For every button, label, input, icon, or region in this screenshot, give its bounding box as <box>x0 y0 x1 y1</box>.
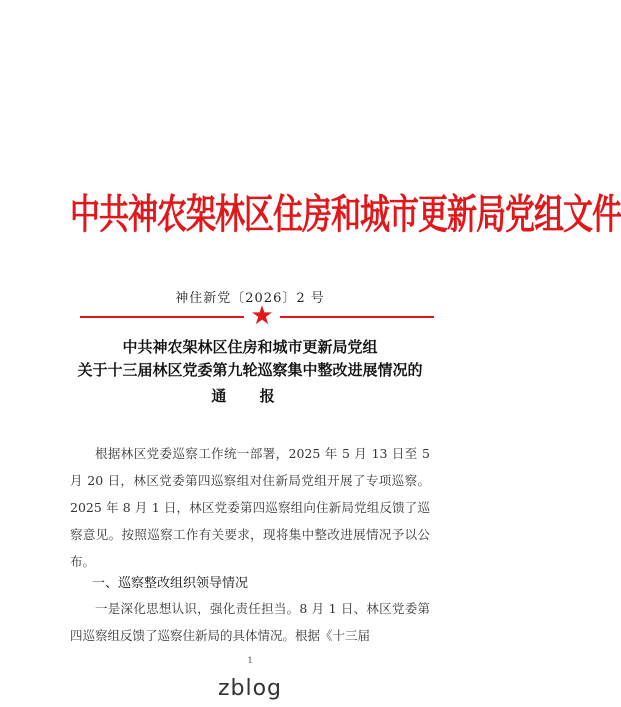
body-paragraph-2: 一是深化思想认识，强化责任担当。8 月 1 日、林区党委第四巡察组反馈了巡察住新局的具体情况。根据《十三届 <box>70 601 430 643</box>
page-number: 1 <box>247 656 253 665</box>
header-title: 中共神农架林区住房和城市更新局党组文件 <box>70 191 621 239</box>
star-icon: ★ <box>250 301 274 331</box>
notice-title-line-3: 通 报 <box>211 387 289 405</box>
watermark-text: zblog <box>217 676 283 701</box>
red-divider-right <box>280 316 434 318</box>
section-heading-1: 一、巡察整改组织领导情况 <box>92 576 249 591</box>
body-paragraph-1: 根据林区党委巡察工作统一部署，2025 年 5 月 13 日至 5 月 20 日，林区党委第四巡察组对住新局党组开展了专项巡察。2025 年 8 月 1 日，林区党委第四巡察组向住新局党组反馈了巡察意见。按照巡察工作有关要求，现将集中整改进展情况予以公布。 <box>70 446 430 569</box>
notice-title-line-2: 关于十三届林区党委第九轮巡察集中整改进展情况的 <box>77 361 423 379</box>
red-divider-left <box>80 316 244 318</box>
document-number: 神住新党〔2026〕2 号 <box>175 291 325 306</box>
notice-title-line-1: 中共神农架林区住房和城市更新局党组 <box>122 338 378 356</box>
